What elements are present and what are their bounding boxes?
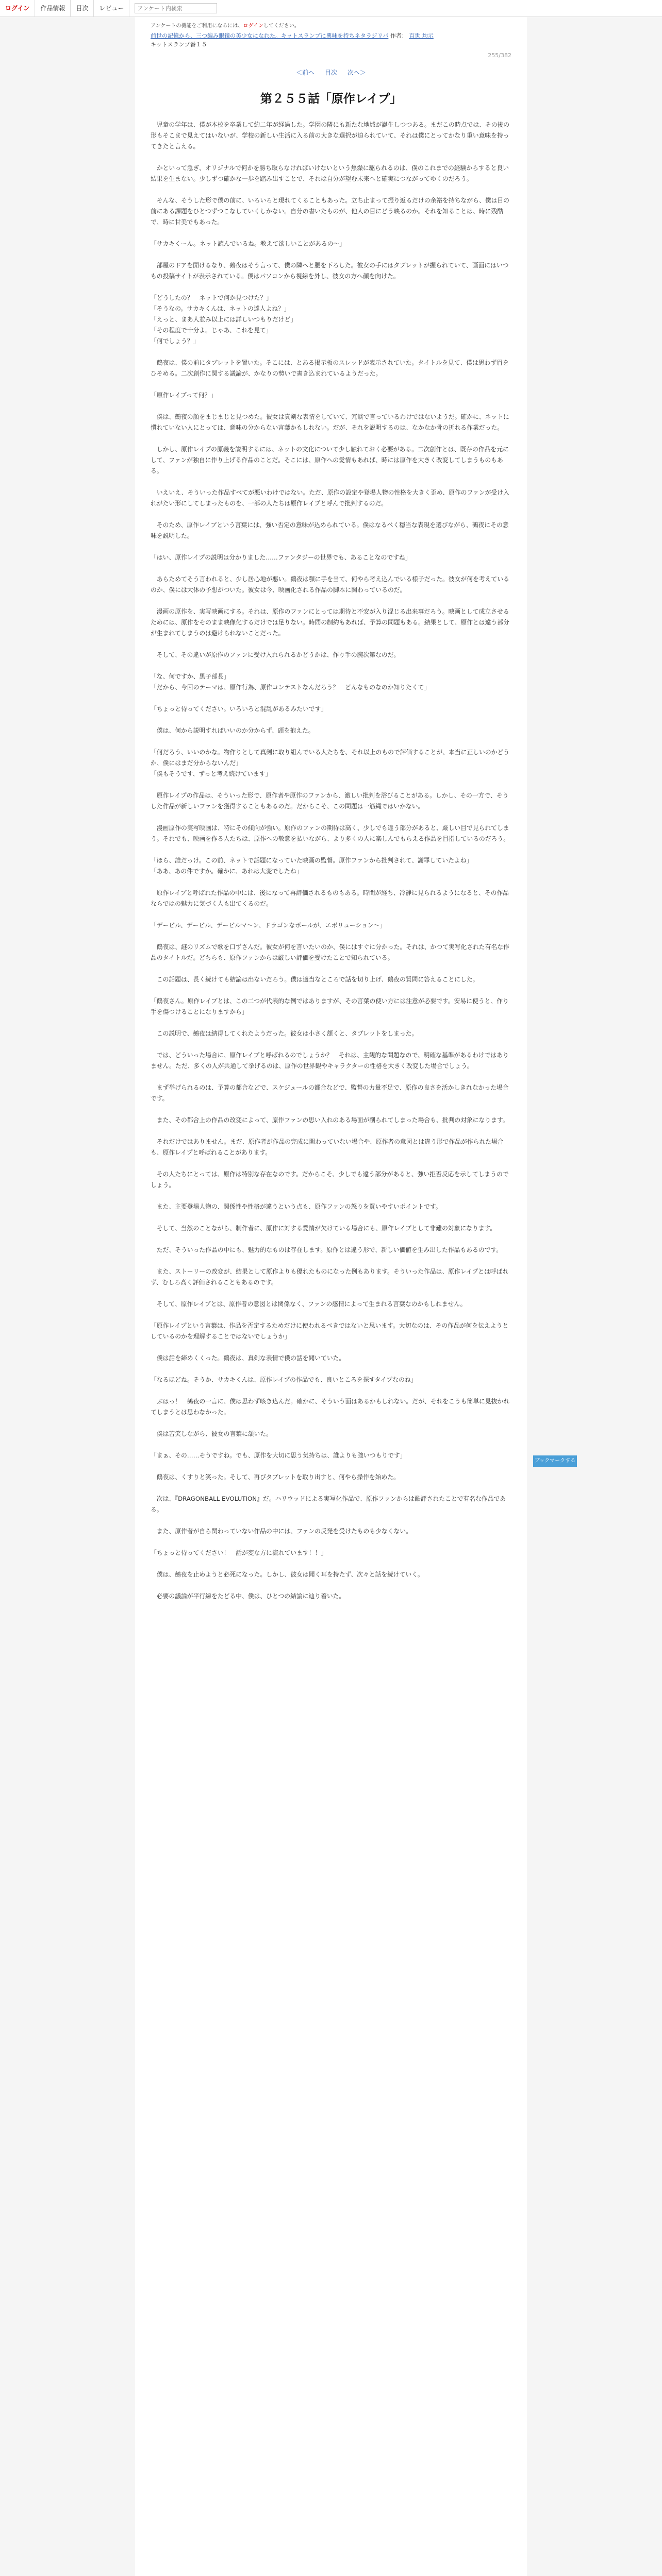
episode-title: 第２５５話「原作レイプ」	[260, 92, 402, 106]
nav-review[interactable]: レビュー	[94, 0, 129, 16]
paragraph: 「どうしたの？ ネットで何か見つけた？」 「そうなの。サカキくんは、ネットの達人よね？」 「えっと、まあ人並み以上には詳しいつもりだけど」 「その程度で十分よ。じゃあ、これを見て」 「何でしょう？」	[151, 294, 297, 345]
paragraph: 漫画の原作を、実写映画にする。それは、原作のファンにとっては期待と不安が入り混じる出来事だろう。映画として成立させるためには、原作をそのまま映像化するだけでは足りない。時間の制約もあれば、予算の問題もある。結果として、原作とは違う部分が生まれてしまうのは避けられないことだった。	[151, 608, 509, 637]
paragraph: 僕は、鵺夜を止めようと必死になった。しかし、彼女は聞く耳を持たず、次々と話を続けていく。	[151, 1571, 424, 1578]
paragraph: 僕は話を締めくくった。鵺夜は、真剣な表情で僕の話を聞いていた。	[151, 1354, 345, 1362]
search-input[interactable]	[135, 3, 217, 13]
toc-link[interactable]: 目次	[324, 69, 337, 76]
paragraph: また、その都合上の作品の改変によって、原作ファンの思い入れのある場面が削られてしまった場合も、批判の対象になります。	[151, 1116, 509, 1124]
paragraph: この説明で、鵺夜は納得してくれたようだった。彼女は小さく頷くと、タブレットをしまった。	[151, 1030, 418, 1037]
next-link[interactable]: 次へ＞	[347, 69, 366, 76]
series-info	[151, 32, 511, 49]
paragraph: 漫画原作の実写映画は、特にその傾向が強い。原作のファンの期待は高く、少しでも違う部分があると、厳しい目で見られてしまう。それでも、映画を作る人たちは、原作への敬意を払いながら、より多くの人に楽しんでもらえる作品を目指しているのだろう。	[151, 824, 510, 842]
paragraph: 「ほら、誰だっけ。この前、ネットで話題になっていた映画の監督。原作ファンから批判されて、謝罪していたよね」 「ああ、あの件ですか。確かに、あれは大変でしたね」	[151, 857, 473, 875]
paragraph: 部屋のドアを開けるなり、鵺夜はそう言って、僕の隣へと腰を下ろした。彼女の手にはタブレットが握られていて、画面にはいつもの投稿サイトが表示されている。僕はパソコンから視線を外し、彼女の方へ顔を向けた。	[151, 262, 509, 280]
paragraph: 鵺夜は、くすりと笑った。そして、再びタブレットを取り出すと、何やら操作を始めた。	[151, 1473, 400, 1481]
paragraph: 僕は苦笑しながら、彼女の言葉に頷いた。	[151, 1430, 272, 1437]
series-sub: キットスランプ番１５	[151, 41, 207, 48]
login-link[interactable]: ログイン	[0, 0, 35, 16]
nav-toc[interactable]: 目次	[71, 0, 94, 16]
page-indicator: 255/382	[488, 52, 511, 59]
paragraph: また、ストーリーの改変が、結果として原作よりも優れたものになった例もあります。そういった作品は、原作レイプとは呼ばれず、むしろ高く評価されることもあるのです。	[151, 1268, 509, 1286]
notice-post: してください。	[263, 23, 300, 29]
top-bar	[0, 0, 662, 17]
paragraph: 「なるほどね。そうか、サカキくんは、原作レイプの作品でも、良いところを探すタイプなのね」	[151, 1376, 417, 1383]
paragraph: また、主要登場人物の、関係性や性格が違うという点も、原作ファンの怒りを買いやすいポイントです。	[151, 1203, 442, 1210]
paragraph: しかし、原作レイプの原義を説明するには、ネットの文化について少し触れておく必要がある。二次創作とは、既存の作品を元にして、ファンが独自に作り上げる作品のことだ。そこには、原作への愛情もあれば、時には原作を大きく改変してしまうものもある。	[151, 446, 509, 474]
paragraph: 「ちょっと待ってください！ 話が変な方に流れています！！」	[151, 1549, 327, 1556]
paragraph: 「何だろう、いいのかな。物作りとして真剣に取り組んでいる人たちを、それ以上のもので評価することが、本当に正しいのかどうか、僕にはまだ分からないんだ」 「僕もそうです、ずっと考え続けています」	[151, 749, 510, 777]
paragraph: そんな、そうした形で僕の前に、いろいろと現れてくることもあった。立ち止まって振り返るだけの余裕を持ちながら、僕は目の前にある課題をひとつずつこなしていくしかない。自分の書いたものが、他人の目にどう映るのか。それを知ることは、時に残酷で、時に甘美でもあった。	[151, 197, 509, 226]
paragraph: では、どういった場合に、原作レイプと呼ばれるのでしょうか？ それは、主観的な問題なので、明確な基準があるわけではありません。ただ、多くの人が共通して挙げるのは、原作の世界観やキャラクターの性格を大きく改変した場合でしょう。	[151, 1052, 509, 1070]
paragraph: 「サカキくーん。ネット読んでいるね。教えて欲しいことがあるの〜」	[151, 240, 345, 247]
paragraph: そのため、原作レイプという言葉には、強い否定の意味が込められている。僕はなるべく穏当な表現を選びながら、鵺夜にその意味を説明した。	[151, 521, 509, 539]
paragraph: 次は、『DRAGONBALL EVOLUTION』だ。ハリウッドによる実写化作品で、原作ファンからは酷評されたことで有名な作品である。	[151, 1495, 506, 1513]
prev-link[interactable]: ＜前へ	[296, 69, 315, 76]
paragraph: 児童の学年は、僕が本校を卒業して約二年が経過した。学園の隣にも新たな地域が誕生しつつある。まだこの時点では、その後の形もそこまで見えてはいないが、学校の新しい生活に入る前の大きな選択が迫られていて、それは僕にとってかなり重い意味を持ってきたと言える。	[151, 121, 510, 150]
paragraph: そして、原作レイプとは、原作者の意図とは関係なく、ファンの感情によって生まれる言葉なのかもしれません。	[151, 1300, 467, 1308]
paragraph: 僕は、鵺夜の顔をまじまじと見つめた。彼女は真剣な表情をしていて、冗談で言っているわけではないようだ。確かに、ネットに慣れていない人にとっては、意味の分からない言葉かもしれない。だが、それを説明するのは、なかなか骨の折れる作業だった。	[151, 413, 509, 431]
paragraph: その人たちにとっては、原作は特別な存在なのです。だからこそ、少しでも違う部分があると、強い拒否反応を示してしまうのでしょう。	[151, 1171, 509, 1189]
paragraph: 「はい、原作レイプの説明は分かりました……ファンタジーの世界でも、あることなのですね」	[151, 554, 411, 561]
episode-body	[151, 120, 511, 1602]
paragraph: 「デービル、デービル、デービルマ〜ン、ドラゴンなボールが、エボリューション〜」	[151, 922, 386, 929]
paragraph: それだけではありません。まだ、原作者が作品の完成に関わっていない場合や、原作者の意図とは違う形で作品が作られた場合も、原作レイプと呼ばれることがあります。	[151, 1138, 504, 1156]
paragraph: 「まぁ、その……そうですね。でも、原作を大切に思う気持ちは、誰よりも強いつもりです」	[151, 1452, 406, 1459]
paragraph: 鵺夜は、謎のリズムで歌を口ずさんだ。彼女が何を言いたいのか、僕にはすぐに分かった。それは、かつて実写化された有名な作品のタイトルだ。どちらも、原作ファンからは厳しい評価を受けたことで知られている。	[151, 943, 509, 961]
paragraph: まず挙げられるのは、予算の都合などで、スケジュールの都合などで、監督の力量不足で、原作の良さを活かしきれなかった場合です。	[151, 1084, 509, 1102]
paragraph: 「ちょっと待ってください。いろいろと混乱があるみたいです」	[151, 705, 327, 713]
paragraph: 必要の議論が平行線をたどる中、僕は、ひとつの結論に辿り着いた。	[151, 1592, 345, 1600]
paragraph: あらためてそう言われると、少し居心地が悪い。鵺夜は顎に手を当て、何やら考え込んでいる様子だった。彼女が何を考えているのか、僕には大体の予想がついた。彼女は今、映画化される作品の脚本に関わっているのだ。	[151, 575, 509, 594]
paragraph: ただ、そういった作品の中にも、魅力的なものは存在します。原作とは違う形で、新しい価値を生み出した作品もあるのです。	[151, 1246, 503, 1253]
paragraph: 原作レイプと呼ばれた作品の中には、後になって再評価されるものもある。時間が経ち、冷静に見られるようになると、その作品ならではの魅力に気づく人も出てくるのだ。	[151, 889, 509, 907]
author-label: 作者：	[390, 32, 407, 39]
paragraph: 原作レイプの作品は、そういった形で、原作者や原作のファンから、激しい批判を浴びることがある。しかし、その一方で、そうした作品が新しいファンを獲得することもあるのだ。だからこそ、この問題は一筋縄ではいかない。	[151, 792, 509, 810]
notice-login-link[interactable]: ログイン	[243, 23, 263, 29]
notice	[151, 17, 511, 29]
paragraph: この話題は、長く続けても結論は出ないだろう。僕は適当なところで話を切り上げ、鵺夜の質問に答えることにした。	[151, 976, 479, 983]
bookmark-button[interactable]: ブックマークする	[533, 1455, 577, 1467]
paragraph: 鵺夜は、僕の前にタブレットを置いた。そこには、とある掲示板のスレッドが表示されていた。タイトルを見て、僕は思わず眉をひそめる。二次創作に関する議論が、かなりの勢いで書き込まれているようだった。	[151, 359, 509, 377]
paragraph: 僕は、何から説明すればいいのか分からず、頭を抱えた。	[151, 727, 315, 734]
paragraph: 「鵺夜さん。原作レイプとは、この二つが代表的な例ではありますが、その言葉の使い方には注意が必要です。安易に使うと、作り手を傷つけることになりますから」	[151, 997, 509, 1015]
episode-nav	[151, 68, 511, 77]
paragraph: かといって急ぎ、オリジナルで何かを勝ち取らなければいけないという焦燥に駆られるのは、僕のこれまでの経験からすると良い結果を生まない。少しずつ確かな一歩を踏み出すことで、それは自分が望む未来へと確実につながってゆくのだろう。	[151, 164, 509, 182]
series-title-link[interactable]: 前世の記憶から、三つ編み眼鏡の美少女になれた。キットスランプに興味を持ちネタラジリバ	[151, 32, 389, 39]
paragraph: いえいえ、そういった作品すべてが悪いわけではない。ただ、原作の設定や登場人物の性格を大きく歪め、原作のファンが受け入れがたい形にしてしまったものを、一部の人たちは原作レイプと呼んで批判するのだ。	[151, 489, 509, 507]
paragraph: そして、その違いが原作のファンに受け入れられるかどうかは、作り手の腕次第なのだ。	[151, 651, 400, 658]
paragraph: 「原作レイプって何？」	[151, 392, 217, 399]
author-link[interactable]: 百世 均示	[409, 32, 434, 39]
paragraph: また、原作者が自ら関わっていない作品の中には、ファンの反発を受けたものも少なくない。	[151, 1528, 412, 1535]
notice-pre: アンケートの機能をご利用になるには、	[151, 23, 243, 29]
paragraph: そして、当然のことながら、制作者に、原作に対する愛情が欠けている場合にも、原作レイプとして非難の対象になります。	[151, 1225, 496, 1232]
paragraph: 「原作レイプという言葉は、作品を否定するためだけに使われるべきではないと思います。大切なのは、その作品が何を伝えようとしているのかを理解することではないでしょうか」	[151, 1322, 509, 1340]
paragraph: ぶはっ！ 鵺夜の一言に、僕は思わず咳き込んだ。確かに、そういう面はあるかもしれない。だが、それをこうも簡単に見抜かれてしまうとは思わなかった。	[151, 1398, 510, 1416]
page-content	[135, 17, 527, 2576]
paragraph: 「な、何ですか、黒子部長」 「だから、今回のテーマは、原作行為、原作コンテストなんだろう？ どんなものなのか知りたくて」	[151, 673, 431, 691]
nav-work-info[interactable]: 作品情報	[35, 0, 71, 16]
